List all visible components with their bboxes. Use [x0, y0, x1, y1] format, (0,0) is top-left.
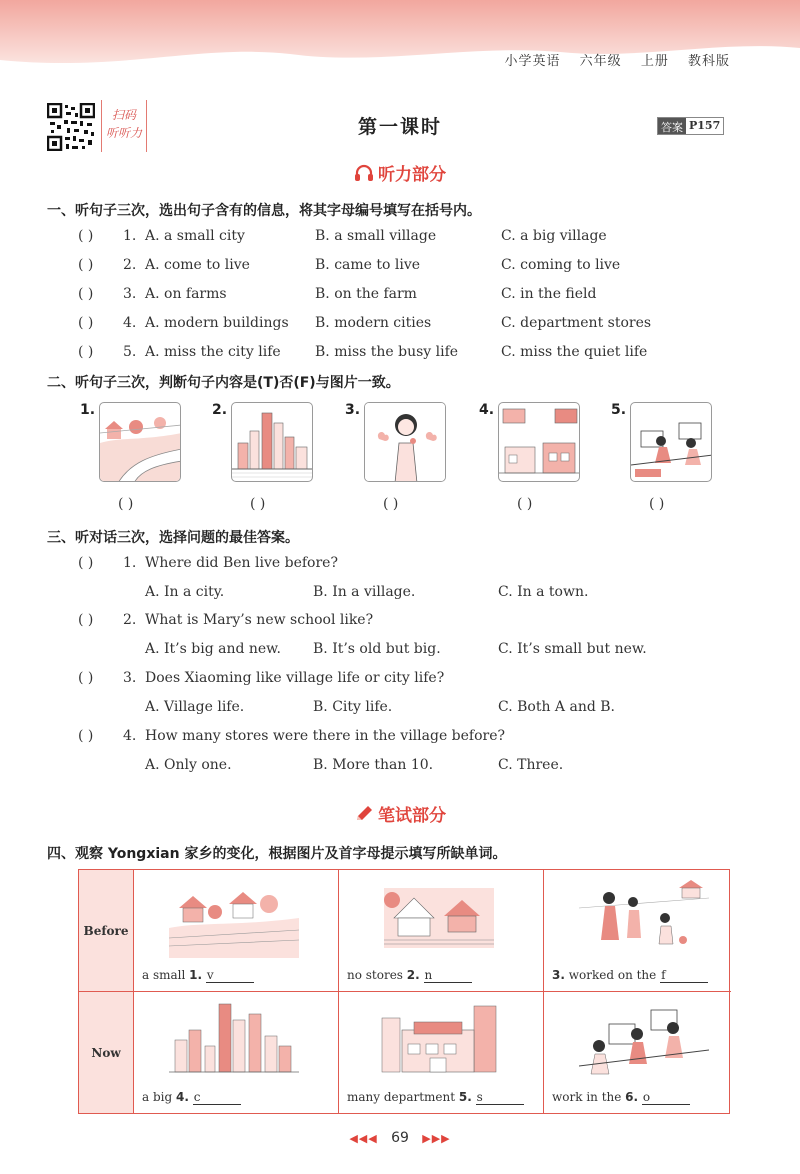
- option-a: A. In a city.: [145, 584, 225, 600]
- blank-number: 1.: [189, 968, 203, 982]
- table-cell: [543, 992, 748, 1113]
- fill-in-caption: [142, 1090, 241, 1105]
- answer-paren[interactable]: ( ): [78, 344, 94, 360]
- option-a: A. Only one.: [145, 757, 232, 773]
- option-b: B. miss the busy life: [315, 344, 459, 360]
- answer-paren[interactable]: ( ): [78, 555, 94, 571]
- village-illustration: [169, 878, 299, 958]
- header-band: [0, 0, 800, 82]
- option-b: B. came to live: [315, 257, 421, 273]
- option-b: B. on the farm: [315, 286, 417, 302]
- writing-banner-text: 笔试部分: [378, 806, 446, 826]
- scan-line-1: 扫码: [111, 108, 136, 122]
- option-a: A. come to live: [145, 257, 250, 273]
- blank-number: 4.: [175, 1090, 189, 1104]
- page-number: 69: [391, 1130, 409, 1146]
- option-c: C. Three.: [498, 757, 564, 773]
- table-cell: [338, 992, 543, 1113]
- section3-title: 三、听对话三次，选择问题的最佳答案。: [47, 530, 299, 546]
- question-text: Does Xiaoming like village life or city life?: [145, 670, 445, 686]
- section2-title: 二、听句子三次，判断句子内容是(T)否(F)与图片一致。: [47, 375, 400, 391]
- page-title: 第一课时: [357, 116, 442, 138]
- question-number: 4.: [123, 728, 137, 744]
- row-header-before: Before: [79, 870, 133, 991]
- subject-label: 小学英语: [504, 54, 561, 69]
- answer-paren[interactable]: ( ): [517, 496, 533, 512]
- row-header-now: Now: [79, 992, 133, 1113]
- headphones-icon: [354, 164, 374, 182]
- girl-thinking-picture: [364, 402, 446, 482]
- question-number: 2.: [123, 612, 137, 628]
- answer-paren[interactable]: ( ): [649, 496, 665, 512]
- option-b: B. modern cities: [315, 315, 432, 331]
- listening-banner: [0, 158, 800, 187]
- picture-number: 2.: [212, 402, 228, 418]
- option-b: B. In a village.: [313, 584, 416, 600]
- street-stores-picture: [498, 402, 580, 482]
- writing-banner: [0, 799, 800, 828]
- book-info: [491, 50, 730, 69]
- caption-text: worked on the: [564, 968, 661, 982]
- table-cell: [543, 870, 748, 991]
- answer-paren[interactable]: ( ): [78, 315, 94, 331]
- table-cell: [338, 870, 543, 991]
- fill-in-caption: [552, 968, 708, 983]
- option-c: C. It’s small but new.: [498, 641, 647, 657]
- answer-paren[interactable]: ( ): [78, 612, 94, 628]
- answer-page: P157: [689, 119, 721, 132]
- fill-in-caption: [347, 1090, 524, 1105]
- village-river-picture: [99, 402, 181, 482]
- farm-workers-illustration: [579, 878, 709, 958]
- option-c: C. miss the quiet life: [501, 344, 648, 360]
- question-number: 3.: [123, 670, 137, 686]
- answer-blank[interactable]: v: [206, 968, 254, 983]
- question-text: How many stores were there in the village before?: [145, 728, 506, 744]
- blank-number: 5.: [458, 1090, 472, 1104]
- answer-paren[interactable]: ( ): [78, 257, 94, 273]
- option-b: B. It’s old but big.: [313, 641, 441, 657]
- option-c: C. In a town.: [498, 584, 589, 600]
- grade-label: 六年级: [579, 54, 622, 69]
- answer-label: 答案: [658, 118, 686, 134]
- question-number: 4.: [123, 315, 137, 331]
- department-store-illustration: [374, 1000, 504, 1080]
- caption-text: a small: [142, 968, 190, 982]
- option-a: A. miss the city life: [145, 344, 281, 360]
- next-arrows-icon: ▶▶▶: [422, 1132, 451, 1145]
- fill-in-caption: [142, 968, 254, 983]
- answer-paren[interactable]: ( ): [383, 496, 399, 512]
- picture-number: 5.: [611, 402, 627, 418]
- option-a: A. It’s big and new.: [145, 641, 281, 657]
- question-text: What is Mary’s new school like?: [145, 612, 374, 628]
- question-number: 3.: [123, 286, 137, 302]
- option-b: B. City life.: [313, 699, 393, 715]
- question-number: 2.: [123, 257, 137, 273]
- picture-number: 1.: [80, 402, 96, 418]
- fill-in-caption: [552, 1090, 690, 1105]
- answer-paren[interactable]: ( ): [118, 496, 134, 512]
- prev-arrows-icon: ◀◀◀: [349, 1132, 378, 1145]
- city-illustration: [169, 1000, 299, 1080]
- office-workers-picture: [630, 402, 712, 482]
- answer-blank[interactable]: f: [660, 968, 708, 983]
- pencil-icon: [354, 805, 374, 823]
- answer-paren[interactable]: ( ): [250, 496, 266, 512]
- option-a: A. on farms: [145, 286, 227, 302]
- option-a: A. a small city: [145, 228, 245, 244]
- table-cell: [133, 992, 338, 1113]
- office-illustration: [579, 1000, 709, 1080]
- answer-reference: [657, 117, 724, 135]
- option-c: C. Both A and B.: [498, 699, 615, 715]
- option-a: A. Village life.: [145, 699, 245, 715]
- city-skyline-picture: [231, 402, 313, 482]
- answer-blank[interactable]: c: [193, 1090, 241, 1105]
- picture-number: 3.: [345, 402, 361, 418]
- question-number: 5.: [123, 344, 137, 360]
- question-number: 1.: [123, 555, 137, 571]
- answer-paren[interactable]: ( ): [78, 728, 94, 744]
- option-a: A. modern buildings: [145, 315, 289, 331]
- scan-line-2: 听听力: [105, 126, 142, 140]
- fill-in-caption: [347, 968, 472, 983]
- caption-text: a big: [142, 1090, 176, 1104]
- answer-blank[interactable]: s: [476, 1090, 524, 1105]
- question-number: 1.: [123, 228, 137, 244]
- answer-paren[interactable]: ( ): [78, 286, 94, 302]
- option-c: C. department stores: [501, 315, 652, 331]
- answer-paren[interactable]: ( ): [78, 228, 94, 244]
- answer-blank[interactable]: n: [424, 968, 472, 983]
- option-c: C. coming to live: [501, 257, 621, 273]
- question-text: Where did Ben live before?: [145, 555, 338, 571]
- caption-text: many department: [347, 1090, 459, 1104]
- option-b: B. More than 10.: [313, 757, 434, 773]
- caption-text: no stores: [347, 968, 407, 982]
- blank-number: 3.: [552, 968, 565, 982]
- answer-paren[interactable]: ( ): [78, 670, 94, 686]
- option-c: C. a big village: [501, 228, 607, 244]
- caption-text: work in the: [552, 1090, 626, 1104]
- volume-label: 上册: [640, 54, 669, 69]
- listening-banner-text: 听力部分: [378, 165, 446, 185]
- blank-number: 6.: [625, 1090, 639, 1104]
- section4-title: 四、观察 Yongxian 家乡的变化，根据图片及首字母提示填写所缺单词。: [47, 846, 507, 862]
- changes-table: [78, 869, 730, 1114]
- picture-number: 4.: [479, 402, 495, 418]
- village-no-stores-illustration: [374, 878, 504, 958]
- blank-number: 2.: [406, 968, 420, 982]
- page-footer: [0, 1130, 800, 1146]
- option-b: B. a small village: [315, 228, 437, 244]
- answer-blank[interactable]: o: [642, 1090, 690, 1105]
- section1-title: 一、听句子三次，选出句子含有的信息，将其字母编号填写在括号内。: [47, 203, 481, 219]
- option-c: C. in the field: [501, 286, 597, 302]
- edition-label: 教科版: [687, 54, 730, 69]
- table-cell: [133, 870, 338, 991]
